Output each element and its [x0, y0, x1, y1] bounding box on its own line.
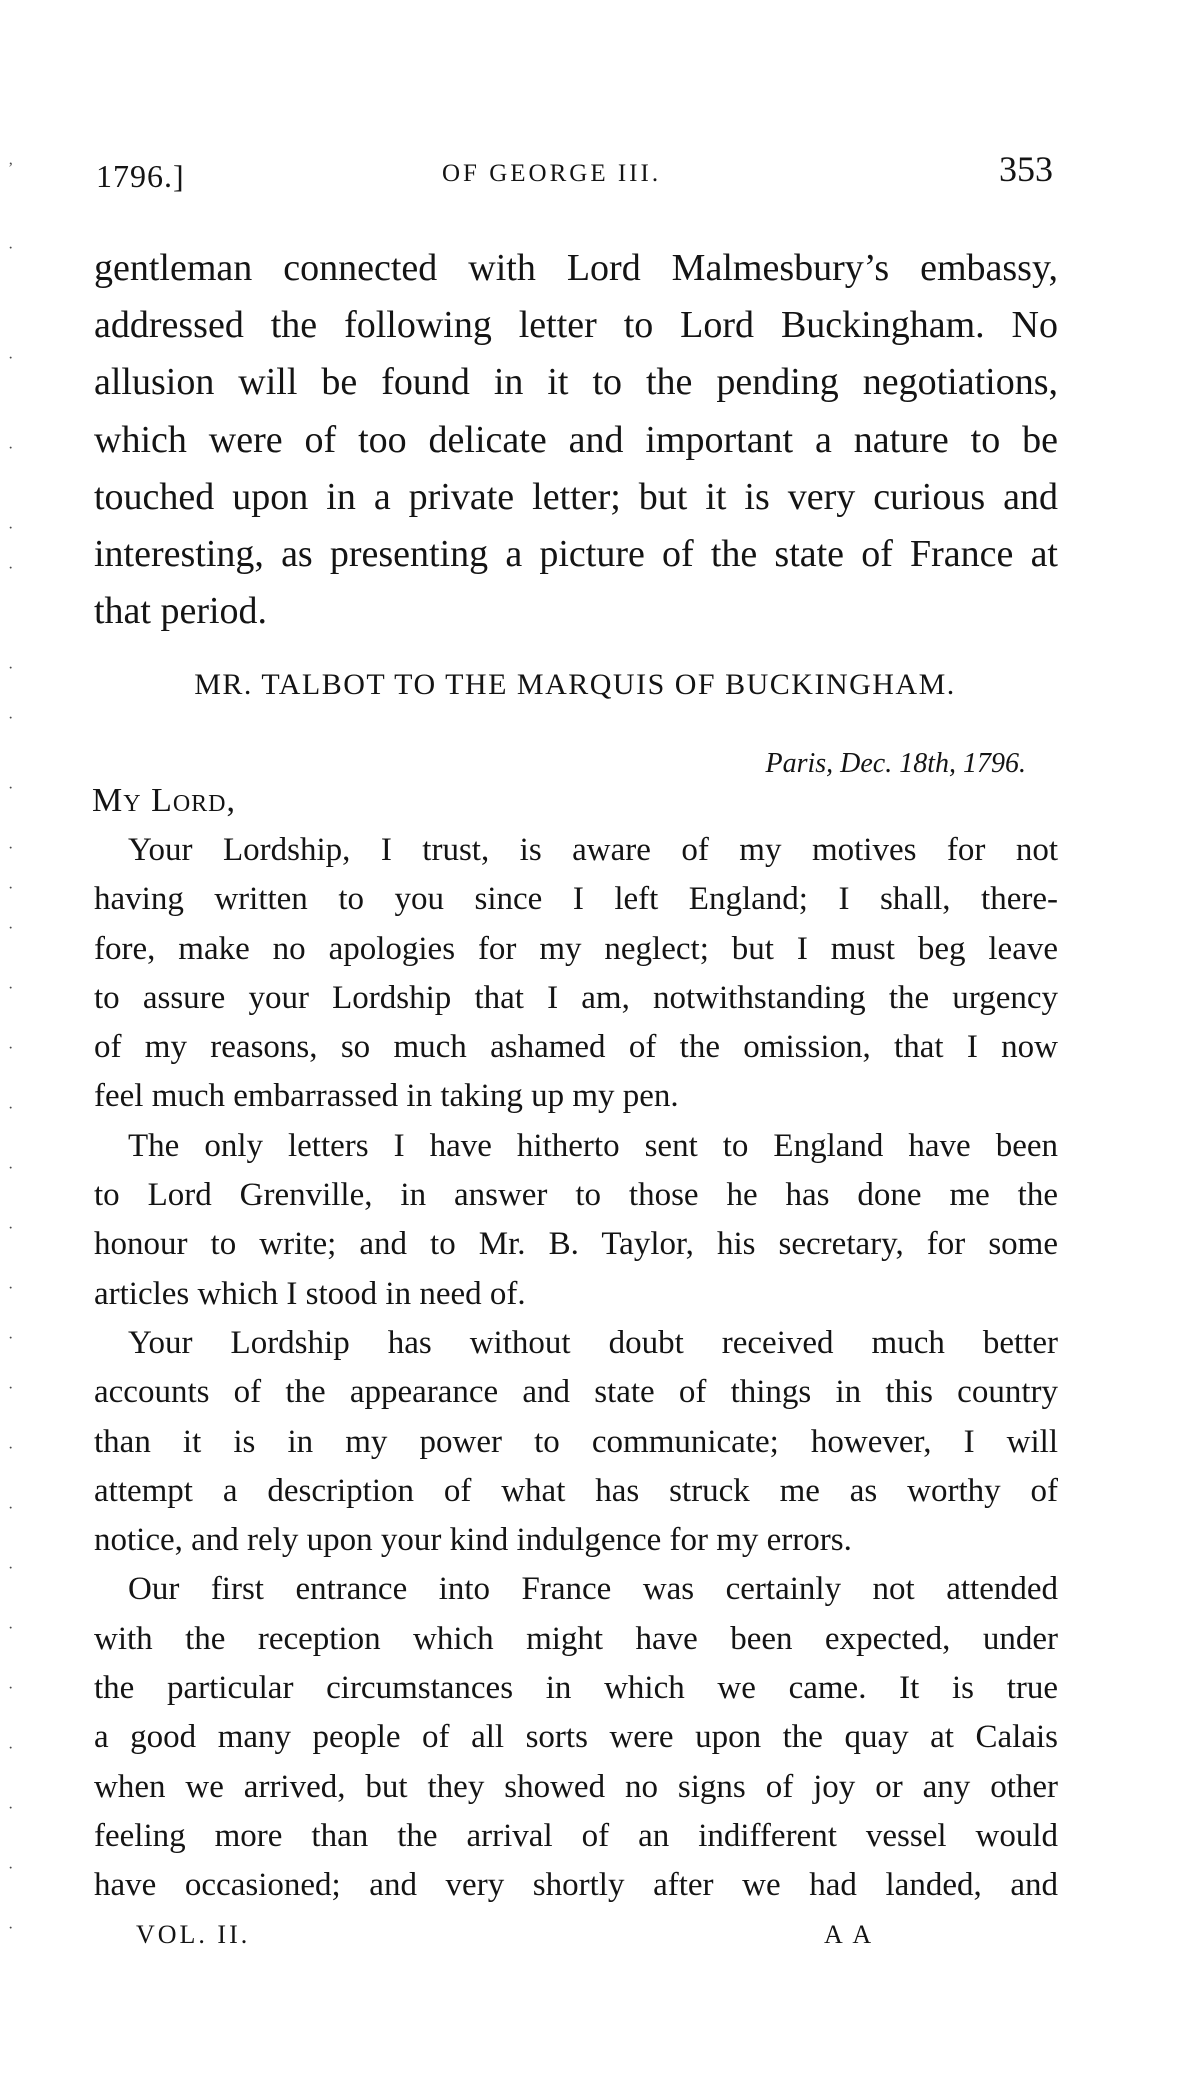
letter-paragraph — [94, 826, 1058, 1122]
text-line: Your Lordship has without doubt received much better — [128, 1324, 1058, 1361]
page-footer — [94, 1920, 1058, 1960]
text-line: accounts of the appearance and state of things in this country — [94, 1374, 1058, 1411]
text-line: a good many people of all sorts were upon the quay at Calais — [94, 1719, 1058, 1756]
text-line: have occasioned; and very shortly after we had landed, and — [94, 1867, 1058, 1904]
text-line: attempt a description of what has struck me as worthy of — [94, 1472, 1058, 1509]
text-line: interesting, as presenting a picture of the state of France at — [94, 533, 1058, 576]
text-line: to Lord Grenville, in answer to those he has done me the — [94, 1177, 1058, 1214]
footer-volume: VOL. II. — [136, 1920, 251, 1949]
text-line: addressed the following letter to Lord Buckingham. No — [94, 304, 1058, 347]
text-line: fore, make no apologies for my neglect; but I must beg leave — [94, 930, 1058, 967]
text-line: than it is in my power to communicate; however, I will — [94, 1423, 1058, 1460]
text-line: gentleman connected with Lord Malmesbury’s embassy, — [94, 247, 1058, 289]
text-line: feel much embarrassed in taking up my pen. — [94, 1078, 679, 1115]
header-year: 1796.] — [96, 158, 185, 194]
bleed-through-margin: ’ · · · · · · · · · · · · · · · · · · · · · · · · · · · · — [8, 160, 14, 1937]
letter-place-date: Paris, Dec. 18th, 1796. — [765, 748, 1026, 779]
page-number: 353 — [999, 149, 1053, 189]
letter-body — [94, 826, 1058, 1911]
letter-paragraph — [94, 1122, 1058, 1319]
text-line: The only letters I have hitherto sent to England have been — [128, 1127, 1058, 1164]
letter-heading: MR. TALBOT TO THE MARQUIS OF BUCKINGHAM. — [194, 668, 956, 701]
text-line: feeling more than the arrival of an indifferent vessel would — [94, 1817, 1058, 1854]
text-line: Our first entrance into France was certainly not attended — [128, 1571, 1058, 1608]
text-line: when we arrived, but they showed no signs of joy or any other — [94, 1768, 1058, 1805]
text-line: having written to you since I left England; I shall, there- — [94, 881, 1058, 918]
letter-paragraph — [94, 1319, 1058, 1565]
text-line: which were of too delicate and important a nature to be — [94, 418, 1058, 461]
intro-paragraph — [94, 240, 1058, 640]
text-line: of my reasons, so much ashamed of the omission, that I now — [94, 1029, 1058, 1066]
text-line: Your Lordship, I trust, is aware of my motives for not — [128, 832, 1058, 868]
footer-signature-mark: A A — [824, 1920, 875, 1949]
text-line: the particular circumstances in which we came. It is true — [94, 1670, 1058, 1707]
text-line: allusion will be found in it to the pending negotiations, — [94, 361, 1058, 404]
running-header — [92, 148, 1067, 192]
text-line: notice, and rely upon your kind indulgence for my errors. — [94, 1522, 852, 1559]
text-line: articles which I stood in need of. — [94, 1275, 526, 1312]
text-line: touched upon in a private letter; but it is very curious and — [94, 475, 1058, 518]
letter-paragraph — [94, 1565, 1058, 1910]
text-line: honour to write; and to Mr. B. Taylor, his secretary, for some — [94, 1226, 1058, 1263]
text-line: with the reception which might have been expected, under — [94, 1620, 1058, 1657]
text-line: to assure your Lordship that I am, notwithstanding the urgency — [94, 979, 1058, 1016]
letter-salutation: My Lord, — [92, 782, 237, 819]
text-line: that period. — [94, 590, 268, 633]
header-running-title: OF GEORGE III. — [442, 160, 662, 187]
